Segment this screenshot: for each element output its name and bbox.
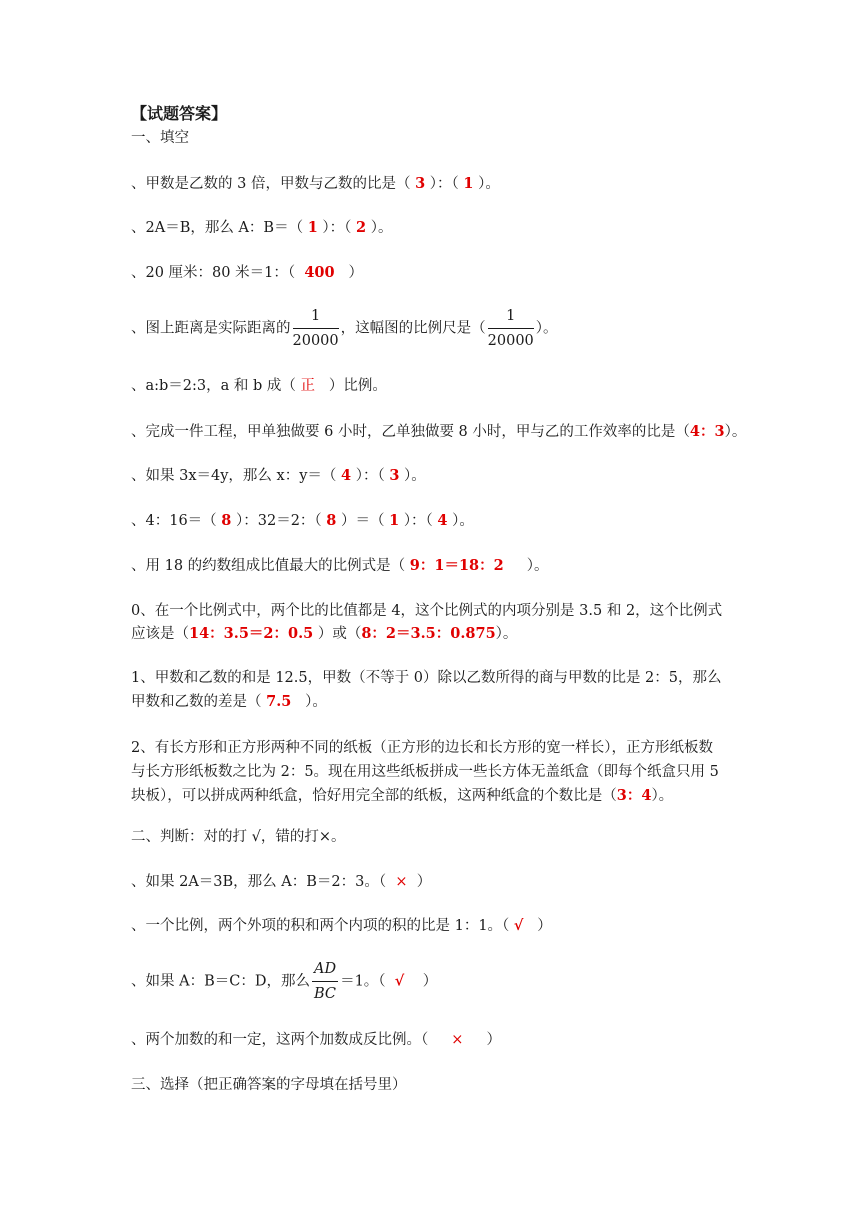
q3-answer: 400 (304, 264, 335, 281)
q10-answer-1: 14：3.5＝2：0.5 (189, 625, 314, 642)
question-3 (131, 263, 363, 283)
q5-text-end: ）比例。 (328, 378, 387, 394)
q11-text: 甲数和乙数的差是（ (131, 694, 262, 710)
q5-answer: 正 (300, 378, 316, 394)
q8-answer-1: 8 (221, 512, 232, 529)
q1-text-mid: ）：（ (429, 176, 459, 192)
q4-text-end: ）。 (535, 320, 558, 337)
q3-text-end: ） (348, 265, 363, 281)
q8-answer-4: 4 (437, 512, 448, 529)
q7-answer-1: 4 (341, 467, 352, 484)
q7-text: 、如果 3x＝4y，那么 x：y＝（ (131, 468, 337, 484)
question-9 (131, 556, 549, 576)
question-1 (131, 174, 500, 194)
section-fill-blank: 一、填空 (131, 130, 189, 146)
judge-2 (131, 916, 552, 936)
q1-answer-1: 3 (415, 175, 426, 192)
q12-line-1: 2、有长方形和正方形两种不同的纸板（正方形的边长和长方形的宽一样长），正方形纸板数 (131, 740, 713, 756)
q8-text-3: ）＝（ (341, 513, 385, 529)
j3-fraction-denominator: BC (314, 986, 337, 1002)
q8-text-4: ）：（ (403, 513, 433, 529)
j4-text-end: ） (486, 1032, 501, 1048)
q3-text: 、20 厘米：80 米＝1：（ (131, 265, 296, 281)
q9-text-end: ）。 (526, 558, 549, 574)
q4-fraction-1 (293, 306, 339, 351)
q2-answer-2: 2 (356, 219, 367, 236)
q11-text-end: ）。 (305, 694, 327, 710)
q6-text: 、完成一件工程，甲单独做要 6 小时，乙单独做要 8 小时，甲与乙的工作效率的比是（ (131, 424, 690, 440)
judge-3 (131, 959, 437, 1004)
q9-text: 、用 18 的约数组成比值最大的比例式是（ (131, 558, 406, 574)
j4-text: 、两个加数的和一定，这两个加数成反比例。（ (131, 1032, 429, 1048)
q12-text-end: ）。 (651, 788, 674, 804)
judge-1 (131, 872, 431, 892)
q1-text-end: ）。 (478, 176, 500, 192)
q4-fraction-2-numerator: 1 (488, 306, 534, 329)
j2-text-end: ） (537, 918, 552, 934)
j1-text: 、如果 2A＝3B，那么 A：B＝2：3。（ (131, 874, 387, 890)
question-5 (131, 376, 387, 396)
question-8 (131, 511, 474, 531)
j3-answer: √ (394, 972, 405, 990)
section-true-false: 二、判断：对的打 √，错的打×。 (131, 829, 346, 845)
title: 【试题答案】 (131, 104, 228, 123)
question-2 (131, 218, 392, 238)
q11-answer: 7.5 (266, 693, 292, 710)
q1-answer-2: 1 (463, 175, 474, 192)
j3-text-end: ） (422, 973, 438, 990)
q6-answer: 4：3 (689, 423, 725, 440)
q10-text-end: ）。 (495, 626, 518, 642)
q4-fraction-2 (488, 306, 534, 351)
q12-line-2: 与长方形纸板数之比为 2：5。现在用这些纸板拼成一些长方体无盖纸盒（即每个纸盒只用 5 (131, 764, 719, 780)
q4-text-mid: ，这幅图的比例尺是（ (340, 320, 486, 337)
j3-text-mid: ＝1。（ (340, 973, 386, 990)
q12-text: 块板），可以拼成两种纸盒，恰好用完全部的纸板，这两种纸盒的个数比是（ (131, 788, 617, 804)
q4-text: 、图上距离是实际距离的 (131, 320, 291, 337)
q8-answer-3: 1 (389, 512, 400, 529)
q12-answer: 3：4 (616, 787, 652, 804)
q11-line-2 (131, 692, 327, 712)
q12-line-3 (131, 786, 673, 806)
q5-text: 、a:b＝2:3，a 和 b 成（ (131, 378, 296, 394)
j3-text: 、如果 A：B＝C：D，那么 (131, 973, 310, 990)
question-6 (131, 422, 746, 442)
q10-text: 应该是（ (131, 626, 189, 642)
j4-answer: × (451, 1032, 464, 1048)
question-7 (131, 466, 426, 486)
j1-text-end: ） (416, 874, 432, 890)
j2-text: 、一个比例，两个外项的积和两个内项的积的比是 1：1。（ (131, 918, 510, 934)
question-4 (131, 306, 558, 351)
q4-fraction-1-denominator: 20000 (292, 333, 339, 349)
q2-text-end: ）。 (370, 220, 393, 236)
q11-line-1: 1、甲数和乙数的和是 12.5，甲数（不等于 0）除以乙数所得的商与甲数的比是 2：5，那么 (131, 670, 722, 686)
section-multiple-choice: 三、选择（把正确答案的字母填在括号里） (131, 1077, 407, 1093)
q7-text-mid: ）：（ (355, 468, 385, 484)
q2-text: 、2A＝B，那么 A：B＝（ (131, 220, 304, 236)
q1-text: 、甲数是乙数的 3 倍，甲数与乙数的比是（ (131, 176, 411, 192)
j3-fraction-numerator: AD (312, 959, 338, 982)
q10-line-1: 0、在一个比例式中，两个比的比值都是 4，这个比例式的内项分别是 3.5 和 2，这个比例式 (131, 603, 723, 619)
q8-text-2: ）：32＝2：（ (236, 513, 322, 529)
q10-text-mid: ）或（ (317, 626, 362, 642)
j2-answer: √ (513, 917, 524, 934)
q10-line-2 (131, 624, 517, 644)
q8-text-end: ）。 (452, 513, 474, 529)
q2-text-mid: ）：（ (322, 220, 352, 236)
q7-text-end: ）。 (404, 468, 426, 484)
q2-answer-1: 1 (307, 219, 318, 236)
q10-answer-2: 8：2＝3.5：0.875 (361, 625, 496, 642)
q4-fraction-1-numerator: 1 (293, 306, 339, 329)
q8-answer-2: 8 (326, 512, 337, 529)
j1-answer: × (395, 874, 408, 890)
q6-text-end: ）。 (724, 424, 747, 440)
judge-4 (131, 1030, 501, 1050)
q7-answer-2: 3 (389, 467, 400, 484)
q8-text: 、4：16＝（ (131, 513, 217, 529)
q9-answer: 9：1＝18：2 (409, 557, 504, 574)
j3-fraction (312, 959, 338, 1004)
q4-fraction-2-denominator: 20000 (487, 333, 534, 349)
